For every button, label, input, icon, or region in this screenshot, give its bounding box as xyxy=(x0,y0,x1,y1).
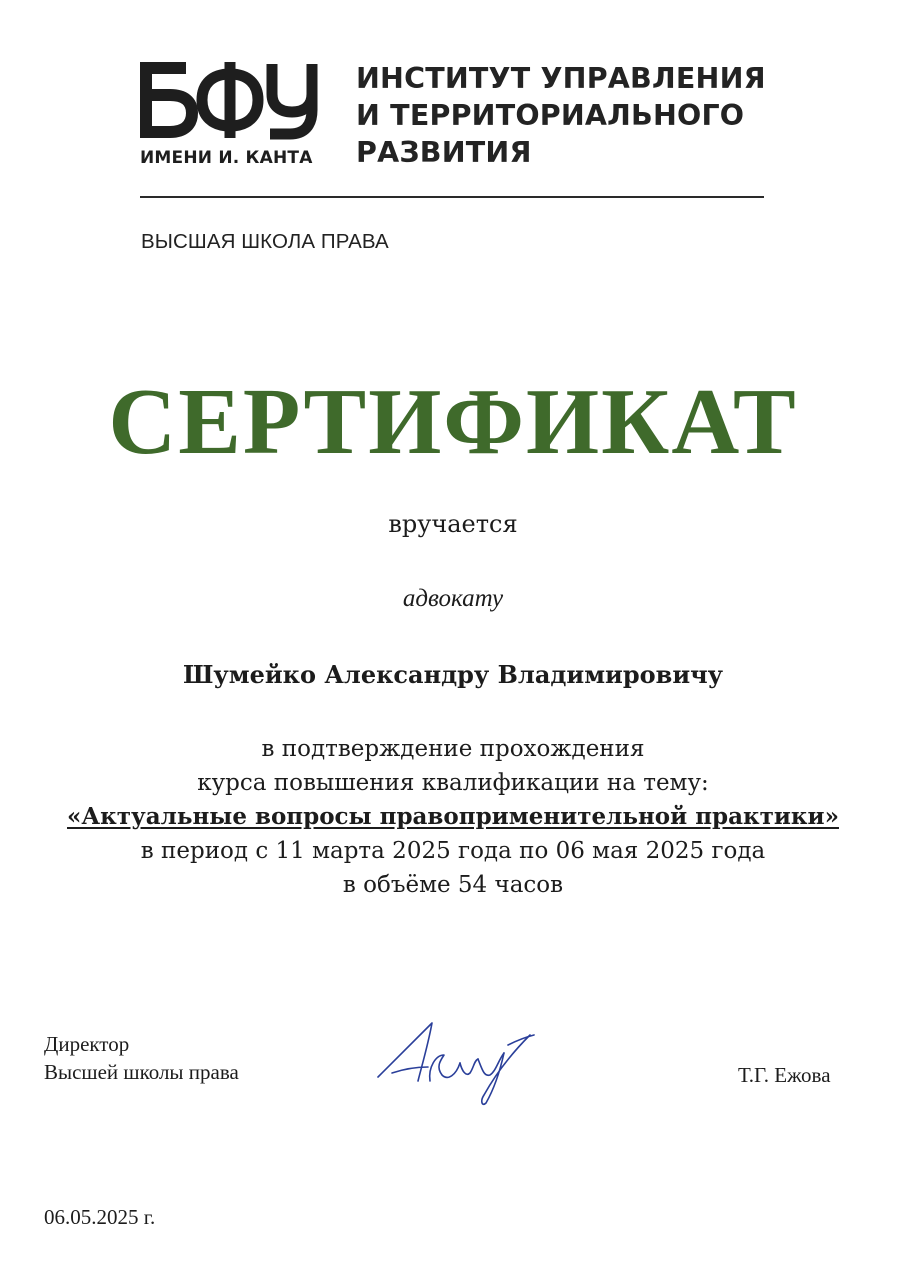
course-title: «Актуальные вопросы правоприменительной практики» xyxy=(67,803,839,830)
issue-date: 06.05.2025 г. xyxy=(44,1205,156,1229)
institute-line-1: ИНСТИТУТ УПРАВЛЕНИЯ xyxy=(356,62,766,95)
school-name: ВЫСШАЯ ШКОЛА ПРАВА xyxy=(141,230,389,253)
signatory-position-line-2: Высшей школы права xyxy=(44,1060,239,1084)
signatory-position-line-1: Директор xyxy=(44,1032,130,1056)
bfu-logo-mark xyxy=(140,60,330,140)
signatory-position xyxy=(44,1030,239,1086)
body-line-2: курса повышения квалификации на тему: xyxy=(197,770,709,796)
bfu-logo xyxy=(140,60,330,170)
certificate-body xyxy=(0,732,906,902)
logo-subtitle: ИМЕНИ И. КАНТА xyxy=(140,148,313,168)
course-period: в период с 11 марта 2025 года по 06 мая 2025 года xyxy=(140,838,766,864)
signatory-name: Т.Г. Ежова xyxy=(738,1063,831,1087)
institute-name xyxy=(356,60,766,171)
body-line-1: в подтверждение прохождения xyxy=(261,736,645,762)
course-volume: в объёме 54 часов xyxy=(342,872,564,898)
institute-line-2: И ТЕРРИТОРИАЛЬНОГО xyxy=(356,99,745,132)
certificate-title: СЕРТИФИКАТ xyxy=(108,370,798,474)
header-divider xyxy=(140,196,764,198)
recipient-role: адвокату xyxy=(402,585,504,612)
institute-line-3: РАЗВИТИЯ xyxy=(356,136,532,169)
handwritten-signature xyxy=(370,1015,550,1110)
recipient-name: Шумейко Александру Владимировичу xyxy=(182,660,724,689)
awarded-text: вручается xyxy=(388,510,518,538)
